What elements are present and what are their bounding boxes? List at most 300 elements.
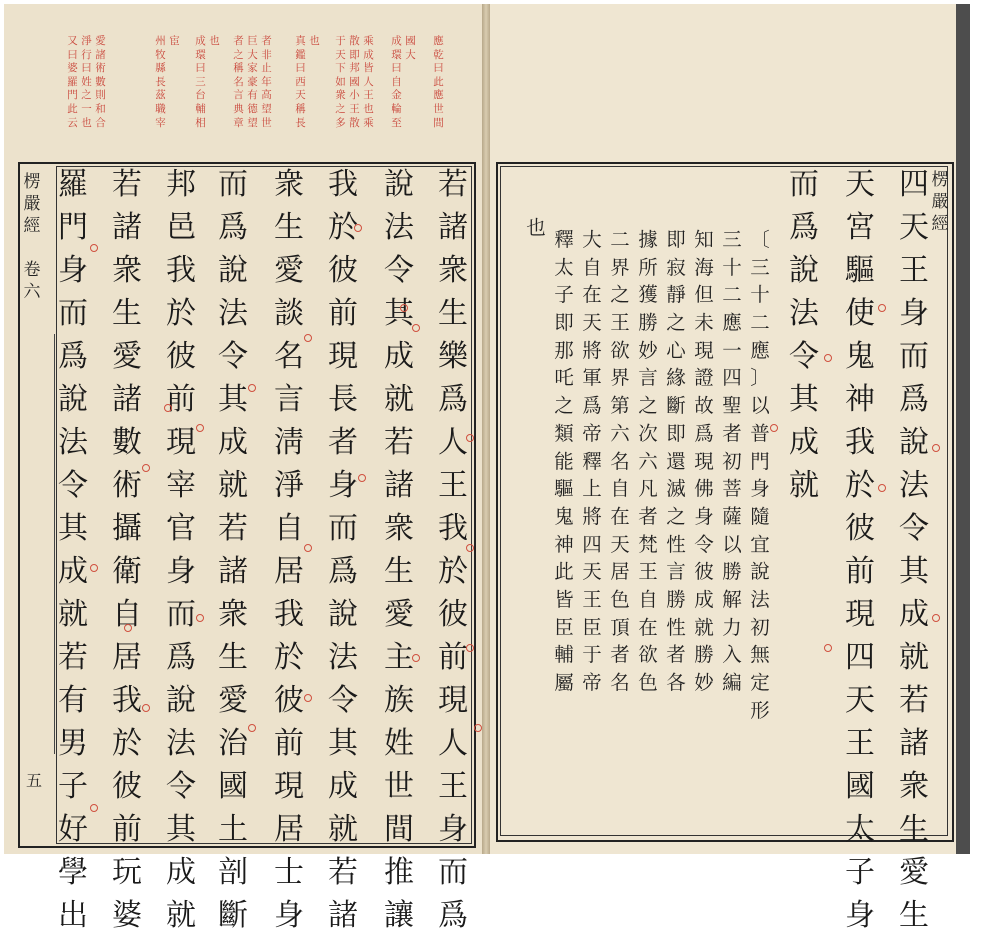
glyph: 諸 (328, 898, 358, 933)
red-annotation-column (260, 36, 273, 131)
glyph: 成 (328, 769, 358, 804)
glyph: 天 (610, 532, 630, 556)
glyph: 羅 (67, 75, 78, 88)
red-reading-mark (466, 434, 474, 442)
glyph: 令 (58, 468, 88, 503)
glyph: 望 (261, 102, 272, 115)
main-text-column (843, 167, 877, 944)
glyph: 前 (328, 296, 358, 331)
glyph: 勝 (666, 587, 686, 611)
glyph: 家 (247, 62, 258, 75)
glyph: 宰 (166, 468, 196, 503)
red-annotation-column (154, 36, 167, 131)
glyph: 稱 (295, 102, 306, 115)
glyph: 王 (582, 587, 602, 611)
glyph: 高 (261, 89, 272, 102)
glyph: 相 (195, 116, 206, 129)
glyph: 出 (58, 898, 88, 933)
glyph: 法 (750, 587, 770, 611)
glyph: 生 (112, 296, 142, 331)
glyph: 現 (166, 425, 196, 460)
glyph: 身 (166, 554, 196, 589)
glyph: 宰 (155, 116, 166, 129)
book-gutter (482, 4, 490, 854)
glyph: 真 (295, 35, 306, 47)
glyph: 令 (384, 253, 414, 288)
glyph: 還 (666, 449, 686, 473)
glyph: 衆 (335, 89, 346, 102)
glyph: 也 (309, 35, 320, 47)
glyph: 爲 (582, 394, 602, 418)
main-text-column (272, 167, 306, 944)
glyph: 爲 (438, 382, 468, 417)
glyph: 成 (195, 35, 206, 47)
glyph: 在 (582, 283, 602, 307)
commentary-column (524, 218, 548, 246)
glyph: 令 (218, 339, 248, 374)
glyph: 子 (58, 769, 88, 804)
glyph: 門 (58, 210, 88, 245)
glyph: 〔 (750, 228, 770, 251)
glyph: 成 (789, 425, 819, 460)
glyph: 也 (81, 116, 92, 129)
glyph: 門 (67, 89, 78, 102)
glyph: 前 (166, 382, 196, 417)
glyph: 斷 (666, 394, 686, 418)
glyph: 國 (845, 769, 875, 804)
main-text-column (110, 167, 144, 944)
glyph (24, 240, 41, 262)
glyph: 居 (274, 554, 304, 589)
glyph: 言 (638, 366, 658, 390)
glyph: 於 (274, 640, 304, 675)
glyph: 其 (384, 296, 414, 331)
glyph: 色 (638, 671, 658, 694)
glyph: 言 (666, 560, 686, 584)
glyph: 楞 (23, 172, 41, 192)
glyph: 衛 (112, 554, 142, 589)
glyph: 令 (166, 769, 196, 804)
glyph: 此 (554, 560, 574, 584)
glyph: 我 (845, 425, 875, 460)
glyph: 能 (554, 449, 574, 473)
glyph: 也 (209, 35, 220, 47)
glyph: 于 (582, 643, 602, 667)
glyph: 楞 (931, 170, 949, 190)
glyph: 而 (218, 167, 248, 202)
glyph: 之 (666, 504, 686, 528)
glyph: 鑑 (295, 48, 306, 61)
main-text-column (382, 167, 416, 944)
red-reading-mark (932, 614, 940, 622)
glyph: 令 (899, 511, 929, 546)
commentary-column (636, 230, 660, 701)
glyph: 天 (845, 167, 875, 202)
glyph: 皆 (363, 62, 374, 75)
glyph: 身 (438, 812, 468, 847)
glyph: 前 (438, 640, 468, 675)
glyph: 婆 (67, 62, 78, 75)
glyph: 應 (433, 89, 444, 102)
glyph: 行 (81, 48, 92, 61)
glyph: 淨 (274, 468, 304, 503)
glyph: 環 (391, 48, 402, 61)
glyph: 以 (750, 394, 770, 418)
glyph: 有 (247, 89, 258, 102)
glyph: 佛 (694, 477, 714, 501)
glyph: 牧 (155, 48, 166, 61)
glyph: 剖 (218, 855, 248, 890)
glyph: 王 (363, 89, 374, 102)
glyph: 普 (750, 421, 770, 445)
red-annotation-column (232, 36, 245, 131)
glyph: 之 (233, 48, 244, 61)
glyph: 成 (218, 425, 248, 460)
glyph: 攝 (112, 511, 142, 546)
glyph: 其 (218, 382, 248, 417)
glyph: 曰 (67, 48, 78, 61)
glyph: 成 (694, 587, 714, 611)
glyph: 勝 (694, 643, 714, 667)
glyph: 據 (638, 228, 658, 251)
glyph: 衆 (384, 511, 414, 546)
glyph: 十 (722, 255, 742, 279)
glyph: 嚴 (931, 192, 949, 212)
glyph: 有 (58, 683, 88, 718)
glyph: 靜 (666, 283, 686, 307)
glyph: 將 (582, 504, 602, 528)
glyph: 輔 (554, 643, 574, 667)
glyph: 至 (391, 116, 402, 129)
glyph: 者 (261, 35, 272, 47)
glyph: 但 (694, 283, 714, 307)
glyph: 無 (750, 643, 770, 667)
glyph: 六 (23, 282, 41, 302)
glyph: 界 (610, 366, 630, 390)
glyph: 宦 (169, 35, 180, 47)
glyph: 言 (274, 382, 304, 417)
red-annotation-column (404, 36, 417, 63)
glyph: 樂 (438, 339, 468, 374)
glyph: 即 (349, 48, 360, 61)
glyph: 法 (218, 296, 248, 331)
glyph: 爲 (328, 554, 358, 589)
glyph: 邦 (166, 167, 196, 202)
glyph: 鬼 (554, 504, 574, 528)
glyph: 令 (328, 683, 358, 718)
glyph: 如 (335, 75, 346, 88)
commentary-column (608, 230, 632, 701)
glyph: 說 (58, 382, 88, 417)
glyph: 身 (899, 296, 929, 331)
glyph: 身 (274, 898, 304, 933)
glyph: 而 (166, 597, 196, 632)
glyph: 土 (218, 812, 248, 847)
main-text-column (436, 167, 470, 944)
glyph: 止 (261, 62, 272, 75)
glyph: 人 (438, 726, 468, 761)
glyph: 天 (335, 48, 346, 61)
glyph: 王 (899, 253, 929, 288)
glyph: 數 (95, 75, 106, 88)
glyph: 那 (554, 338, 574, 362)
glyph: 帝 (582, 421, 602, 445)
glyph: 豪 (247, 75, 258, 88)
glyph: 世 (384, 769, 414, 804)
glyph: 身 (845, 898, 875, 933)
glyph: 衆 (899, 769, 929, 804)
red-annotation-column (66, 36, 79, 131)
glyph: 就 (384, 382, 414, 417)
glyph: 之 (554, 394, 574, 418)
red-annotation-column (246, 36, 259, 131)
glyph: 以 (722, 532, 742, 556)
glyph: 成 (384, 339, 414, 374)
glyph: 知 (694, 228, 714, 251)
glyph: 姓 (384, 726, 414, 761)
glyph: 其 (166, 812, 196, 847)
glyph: 就 (328, 812, 358, 847)
glyph: 愛 (95, 35, 106, 47)
glyph: 爲 (166, 640, 196, 675)
glyph: 彼 (438, 597, 468, 632)
glyph: 爲 (789, 210, 819, 245)
glyph: 就 (166, 898, 196, 933)
red-reading-mark (304, 694, 312, 702)
glyph: 使 (845, 296, 875, 331)
glyph: 云 (67, 116, 78, 129)
glyph: 彼 (328, 253, 358, 288)
glyph: 十 (750, 283, 770, 307)
glyph: 好 (58, 812, 88, 847)
glyph: 者 (666, 643, 686, 667)
glyph: 國 (218, 769, 248, 804)
glyph: 下 (335, 62, 346, 75)
glyph: 說 (384, 167, 414, 202)
glyph: 我 (166, 253, 196, 288)
glyph: 初 (722, 449, 742, 473)
glyph: 次 (638, 421, 658, 445)
glyph: 術 (112, 468, 142, 503)
glyph: 現 (274, 769, 304, 804)
glyph: 前 (112, 812, 142, 847)
glyph: 學 (58, 855, 88, 890)
red-annotation-column (432, 36, 445, 131)
glyph: 太 (845, 812, 875, 847)
glyph: 又 (67, 35, 78, 47)
red-reading-mark (142, 704, 150, 712)
glyph: 〕 (750, 366, 770, 390)
glyph: 婆 (112, 898, 142, 933)
red-reading-mark (466, 544, 474, 552)
glyph: 欲 (638, 643, 658, 667)
glyph: 則 (95, 89, 106, 102)
glyph: 世 (261, 116, 272, 129)
glyph: 愛 (384, 597, 414, 632)
glyph: 現 (694, 449, 714, 473)
glyph: 自 (638, 587, 658, 611)
glyph: 其 (899, 554, 929, 589)
glyph: 形 (750, 698, 770, 722)
glyph: 之 (610, 283, 630, 307)
glyph: 王 (610, 311, 630, 335)
glyph: 所 (638, 255, 658, 279)
glyph: 爲 (438, 898, 468, 933)
glyph: 其 (58, 511, 88, 546)
open-book (4, 4, 956, 933)
glyph: 也 (526, 216, 546, 239)
glyph: 臣 (582, 615, 602, 639)
glyph: 此 (67, 102, 78, 115)
glyph: 經 (931, 214, 949, 234)
glyph: 自 (274, 511, 304, 546)
red-reading-mark (90, 804, 98, 812)
glyph: 長 (155, 75, 166, 88)
glyph: 子 (554, 283, 574, 307)
glyph: 天 (899, 210, 929, 245)
glyph: 談 (274, 296, 304, 331)
glyph: 證 (694, 366, 714, 390)
glyph: 言 (233, 89, 244, 102)
glyph: 四 (845, 640, 875, 675)
glyph: 諸 (384, 468, 414, 503)
glyph: 四 (722, 366, 742, 390)
glyph: 若 (58, 640, 88, 675)
glyph: 法 (899, 468, 929, 503)
glyph: 現 (328, 339, 358, 374)
glyph: 爲 (218, 210, 248, 245)
glyph: 天 (845, 683, 875, 718)
glyph: 太 (554, 255, 574, 279)
glyph: 神 (554, 532, 574, 556)
fish-tail-rule (54, 334, 55, 754)
glyph: 宮 (845, 210, 875, 245)
commentary-column (664, 230, 688, 701)
glyph: 間 (433, 116, 444, 129)
red-annotation-column (348, 36, 361, 131)
glyph: 成 (166, 855, 196, 890)
glyph: 王 (638, 560, 658, 584)
glyph: 衆 (274, 167, 304, 202)
glyph: 稱 (233, 62, 244, 75)
glyph: 彼 (112, 769, 142, 804)
glyph: 非 (261, 48, 272, 61)
glyph: 就 (899, 640, 929, 675)
red-reading-mark (400, 304, 408, 312)
glyph: 性 (666, 615, 686, 639)
glyph: 自 (112, 597, 142, 632)
red-annotation-column (308, 36, 321, 50)
glyph: 曰 (433, 62, 444, 75)
glyph: 妙 (694, 671, 714, 694)
glyph: 嚴 (23, 194, 41, 214)
red-annotation-column (168, 36, 181, 50)
main-text-column (326, 167, 360, 944)
glyph: 而 (328, 511, 358, 546)
glyph: 而 (899, 339, 929, 374)
glyph: 國 (405, 35, 416, 47)
glyph: 者 (638, 504, 658, 528)
red-reading-mark (248, 384, 256, 392)
red-annotation-column (194, 36, 207, 131)
glyph: 曰 (81, 62, 92, 75)
glyph: 斷 (218, 898, 248, 933)
glyph: 說 (328, 597, 358, 632)
glyph: 典 (233, 102, 244, 115)
glyph: 故 (694, 394, 714, 418)
red-reading-mark (770, 424, 778, 432)
glyph: 王 (438, 468, 468, 503)
glyph: 現 (694, 338, 714, 362)
glyph: 者 (328, 425, 358, 460)
red-reading-mark (824, 644, 832, 652)
glyph: 法 (166, 726, 196, 761)
glyph: 彼 (694, 560, 714, 584)
glyph: 愛 (218, 683, 248, 718)
glyph: 令 (694, 532, 714, 556)
commentary-column (748, 230, 772, 728)
glyph: 我 (438, 511, 468, 546)
glyph: 說 (166, 683, 196, 718)
main-text-column (787, 167, 821, 514)
glyph: 勝 (722, 560, 742, 584)
glyph: 一 (81, 102, 92, 115)
page-edge (956, 4, 970, 854)
glyph: 軍 (582, 366, 602, 390)
red-reading-mark (142, 464, 150, 472)
red-annotation-column (362, 36, 375, 131)
glyph: 台 (195, 89, 206, 102)
glyph: 士 (274, 855, 304, 890)
glyph: 諸 (438, 210, 468, 245)
glyph: 類 (554, 421, 574, 445)
glyph: 第 (610, 394, 630, 418)
glyph: 茲 (155, 89, 166, 102)
glyph: 生 (438, 296, 468, 331)
glyph: 而 (58, 296, 88, 331)
glyph: 者 (233, 35, 244, 47)
glyph: 而 (789, 167, 819, 202)
glyph: 愛 (899, 855, 929, 890)
glyph: 四 (582, 532, 602, 556)
commentary-column (720, 230, 744, 701)
glyph: 定 (750, 671, 770, 694)
glyph: 於 (166, 296, 196, 331)
glyph: 縣 (155, 62, 166, 75)
red-reading-mark (466, 644, 474, 652)
glyph: 驅 (845, 253, 875, 288)
glyph: 王 (845, 726, 875, 761)
glyph: 自 (391, 75, 402, 88)
glyph: 西 (295, 75, 306, 88)
glyph: 若 (112, 167, 142, 202)
glyph: 在 (638, 615, 658, 639)
glyph: 身 (328, 468, 358, 503)
glyph: 於 (328, 210, 358, 245)
red-annotation-column (80, 36, 93, 131)
glyph: 欲 (610, 338, 630, 362)
glyph: 就 (694, 615, 714, 639)
red-annotation-column (334, 36, 347, 131)
glyph: 隨 (750, 504, 770, 528)
glyph: 說 (218, 253, 248, 288)
glyph: 其 (328, 726, 358, 761)
glyph: 聖 (722, 394, 742, 418)
glyph: 我 (328, 167, 358, 202)
glyph: 乘 (363, 116, 374, 129)
glyph: 解 (722, 587, 742, 611)
glyph: 自 (582, 255, 602, 279)
